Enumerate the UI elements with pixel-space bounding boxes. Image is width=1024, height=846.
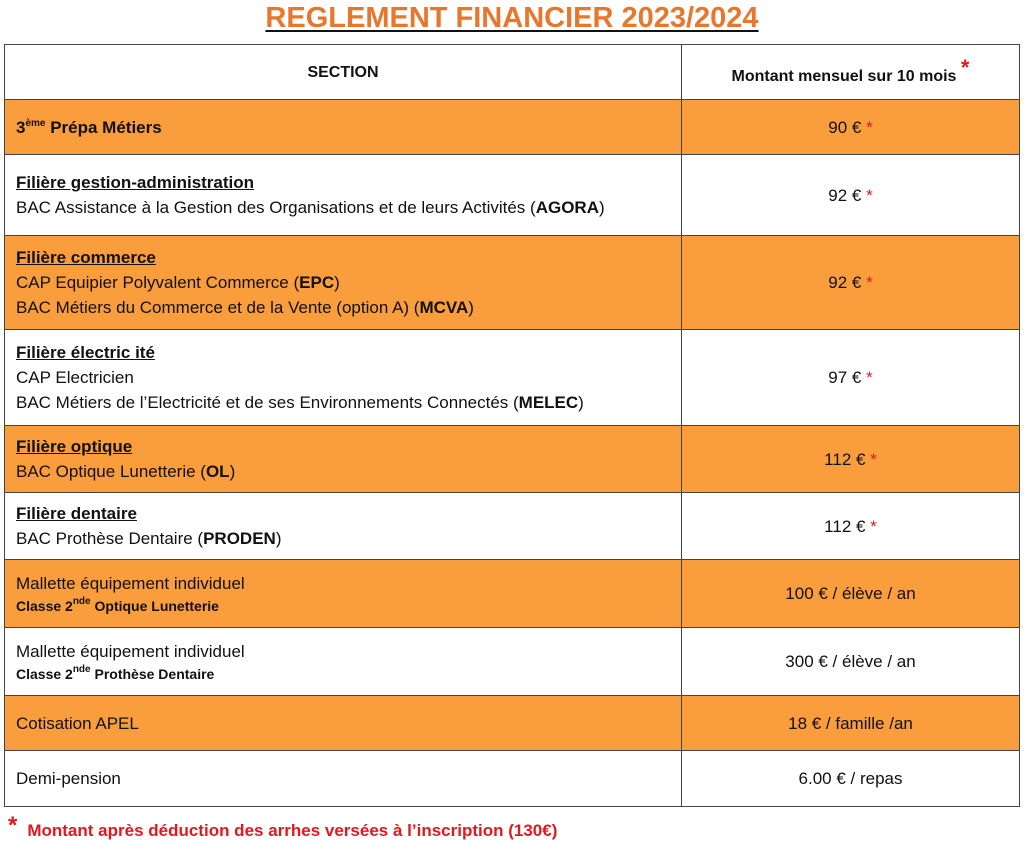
asterisk-icon: * bbox=[866, 117, 873, 137]
header-section: SECTION bbox=[5, 45, 682, 100]
program-line: BAC Métiers du Commerce et de la Vente (option A) (MCVA) bbox=[16, 298, 474, 317]
amount-cell: 100 € / élève / an bbox=[682, 560, 1020, 628]
section-cell bbox=[5, 236, 682, 330]
footnote-text: Montant après déduction des arrhes versées à l’inscription (130€) bbox=[27, 821, 558, 840]
section-cell: Cotisation APEL bbox=[5, 696, 682, 751]
table-header-row bbox=[5, 45, 1020, 100]
section-cell bbox=[5, 330, 682, 426]
fee-table bbox=[4, 44, 1020, 807]
asterisk-icon: * bbox=[960, 55, 970, 80]
amount-cell: 90 € * bbox=[682, 100, 1020, 155]
table-row bbox=[5, 426, 1020, 493]
amount-cell: 92 € * bbox=[682, 155, 1020, 236]
section-cell bbox=[5, 560, 682, 628]
amount-cell: 6.00 € / repas bbox=[682, 751, 1020, 807]
section-cell bbox=[5, 155, 682, 236]
amount-cell: 112 € * bbox=[682, 493, 1020, 560]
amount-cell: 92 € * bbox=[682, 236, 1020, 330]
table-row bbox=[5, 628, 1020, 696]
header-amount: Montant mensuel sur 10 mois * bbox=[682, 45, 1020, 100]
item-line: Mallette équipement individuel bbox=[16, 642, 245, 661]
asterisk-icon: * bbox=[8, 812, 18, 839]
section-cell: 3ème Prépa Métiers bbox=[5, 100, 682, 155]
asterisk-icon: * bbox=[866, 273, 873, 292]
item-line: Mallette équipement individuel bbox=[16, 574, 245, 593]
section-cell bbox=[5, 628, 682, 696]
section-cell: Demi-pension bbox=[5, 751, 682, 807]
class-subline: Classe 2nde Prothèse Dentaire bbox=[16, 664, 215, 682]
table-row bbox=[5, 155, 1020, 236]
asterisk-icon: * bbox=[866, 185, 873, 205]
table-row bbox=[5, 493, 1020, 560]
filiere-title: Filière gestion-administration bbox=[16, 173, 255, 192]
amount-cell: 300 € / élève / an bbox=[682, 628, 1020, 696]
class-subline: Classe 2nde Optique Lunetterie bbox=[16, 596, 219, 614]
section-cell bbox=[5, 493, 682, 560]
amount-cell: 18 € / famille /an bbox=[682, 696, 1020, 751]
program-line: BAC Assistance à la Gestion des Organisations et de leurs Activités (AGORA) bbox=[16, 198, 605, 217]
table-row bbox=[5, 236, 1020, 330]
table-row bbox=[5, 560, 1020, 628]
filiere-title: Filière électric ité bbox=[16, 343, 155, 362]
filiere-title: Filière optique bbox=[16, 437, 133, 456]
program-line: BAC Prothèse Dentaire (PRODEN) bbox=[16, 529, 282, 548]
filiere-title: Filière dentaire bbox=[16, 504, 137, 523]
asterisk-icon: * bbox=[870, 449, 877, 469]
table-row bbox=[5, 330, 1020, 426]
footnote bbox=[8, 812, 557, 841]
program-line: BAC Métiers de l’Electricité et de ses Environnements Connectés (MELEC) bbox=[16, 393, 584, 412]
program-line: CAP Equipier Polyvalent Commerce (EPC) bbox=[16, 273, 340, 292]
section-cell bbox=[5, 426, 682, 493]
asterisk-icon: * bbox=[866, 368, 873, 387]
program-line: BAC Optique Lunetterie (OL) bbox=[16, 462, 236, 481]
asterisk-icon: * bbox=[870, 516, 877, 536]
page-title: REGLEMENT FINANCIER 2023/2024 bbox=[265, 2, 759, 34]
amount-cell: 97 € * bbox=[682, 330, 1020, 426]
program-line: CAP Electricien bbox=[16, 368, 134, 387]
filiere-title: Filière commerce bbox=[16, 248, 156, 267]
amount-cell: 112 € * bbox=[682, 426, 1020, 493]
table-row bbox=[5, 100, 1020, 155]
table-row bbox=[5, 696, 1020, 751]
table-row bbox=[5, 751, 1020, 807]
